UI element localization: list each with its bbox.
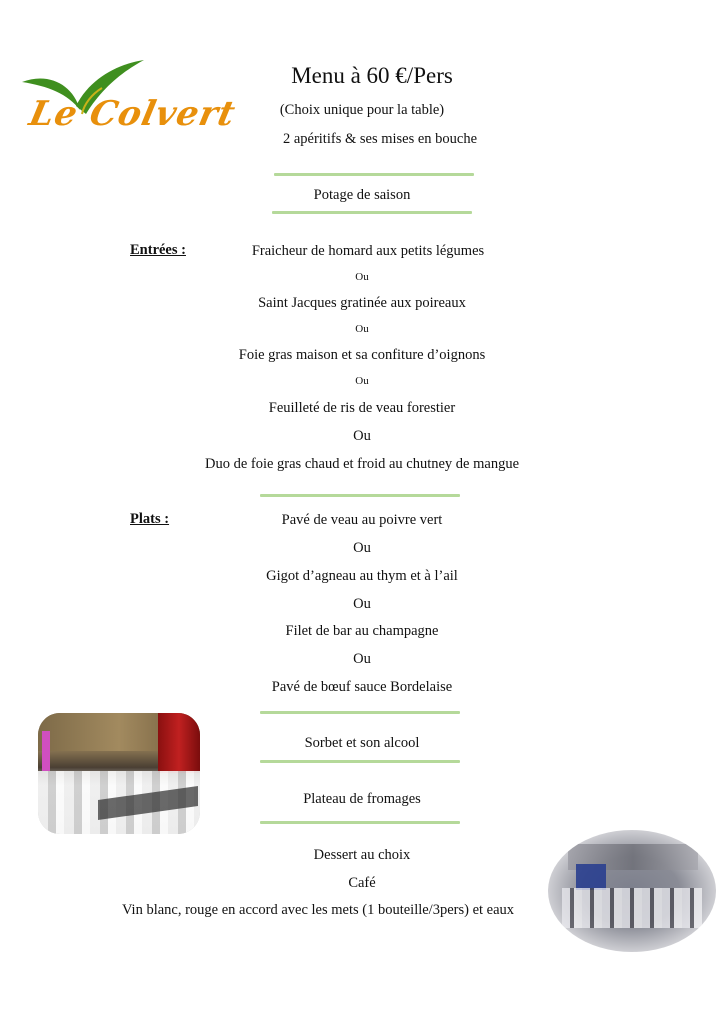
divider xyxy=(260,821,460,824)
plats-label: Plats : xyxy=(130,511,170,527)
dining-room-photo xyxy=(38,713,200,834)
plat-item: Pavé de veau au poivre vert xyxy=(281,512,443,528)
sorbet-line: Sorbet et son alcool xyxy=(304,735,420,751)
dessert-line: Dessert au choix xyxy=(313,847,411,863)
potage-line: Potage de saison xyxy=(313,187,411,203)
ou-separator: Ou xyxy=(353,651,371,667)
menu-subtitle: (Choix unique pour la table) xyxy=(279,102,445,118)
entree-item: Fraicheur de homard aux petits légumes xyxy=(251,243,485,259)
divider xyxy=(260,711,460,714)
fromages-line: Plateau de fromages xyxy=(303,791,421,807)
wine-line: Vin blanc, rouge en accord avec les mets (1 bouteille/3pers) et eaux xyxy=(121,902,515,918)
entree-item: Duo de foie gras chaud et froid au chutney de mangue xyxy=(204,456,520,472)
menu-title: Menu à 60 €/Pers xyxy=(291,63,453,88)
divider xyxy=(260,494,460,497)
aperitif-line: 2 apéritifs & ses mises en bouche xyxy=(282,131,478,147)
divider xyxy=(274,173,474,176)
entree-item: Foie gras maison et sa confiture d’oignons xyxy=(238,347,486,363)
entree-item: Feuilleté de ris de veau forestier xyxy=(268,400,456,416)
plat-item: Filet de bar au champagne xyxy=(285,623,439,639)
divider xyxy=(260,760,460,763)
divider xyxy=(272,211,472,214)
logo-text: Le Colvert xyxy=(25,94,240,134)
cafe-line: Café xyxy=(348,875,376,891)
plat-item: Pavé de bœuf sauce Bordelaise xyxy=(271,679,453,695)
entrees-label: Entrées : xyxy=(130,242,186,258)
ou-separator: Ou xyxy=(353,596,371,612)
plat-item: Gigot d’agneau au thym et à l’ail xyxy=(266,568,458,584)
banquet-hall-photo xyxy=(548,830,716,952)
ou-separator: Ou xyxy=(355,375,369,387)
ou-separator: Ou xyxy=(353,428,371,444)
ou-separator: Ou xyxy=(353,540,371,556)
ou-separator: Ou xyxy=(355,271,369,283)
entree-item: Saint Jacques gratinée aux poireaux xyxy=(258,295,466,311)
ou-separator: Ou xyxy=(355,323,369,335)
